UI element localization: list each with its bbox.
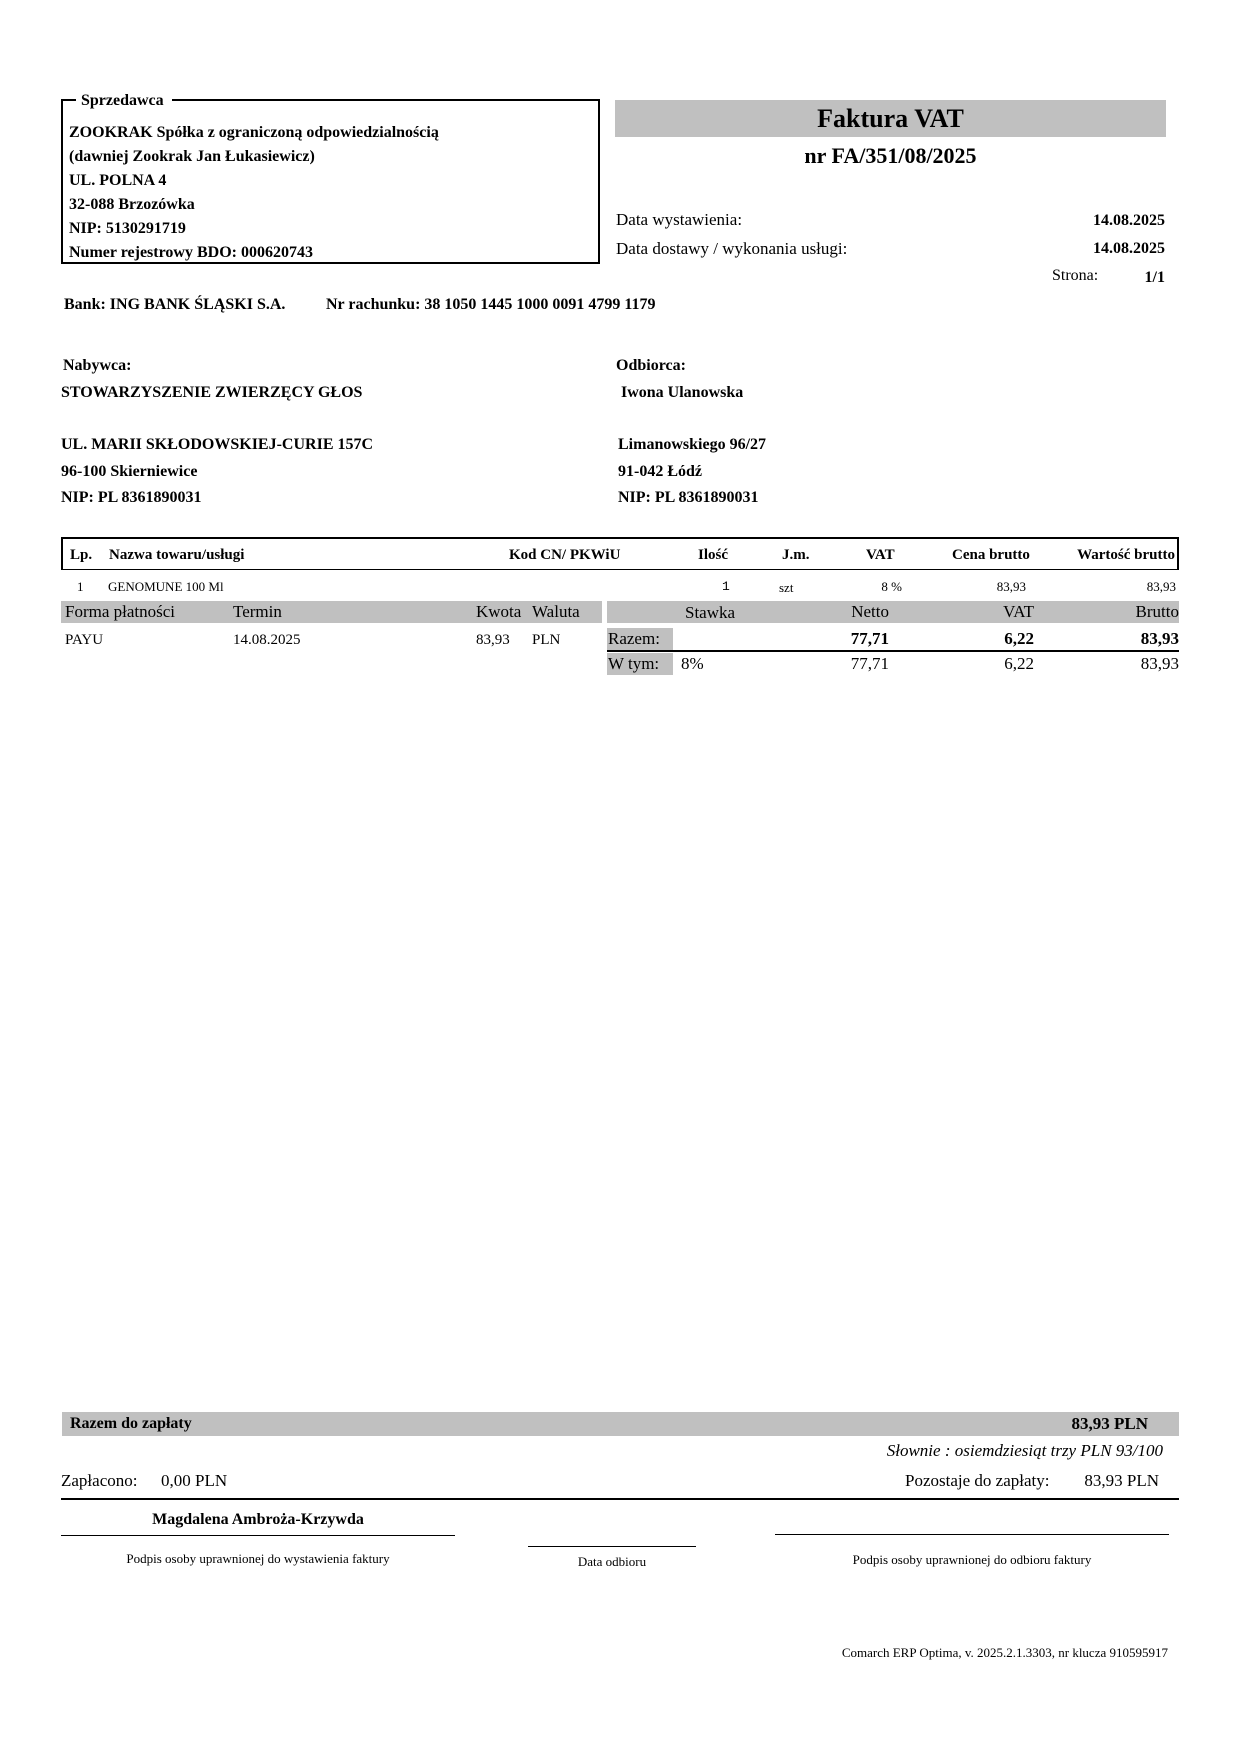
seller-nip: NIP: 5130291719: [69, 220, 186, 237]
seller-city: 32-088 Brzozówka: [69, 196, 195, 213]
row-name: GENOMUNE 100 Ml: [108, 579, 224, 594]
paid-label: Zapłacono:: [61, 1471, 138, 1490]
issuer-name: Magdalena Ambroża-Krzywda: [152, 1511, 364, 1528]
buyer-nip: NIP: PL 8361890031: [61, 489, 202, 506]
issue-date: 14.08.2025: [1093, 212, 1165, 229]
receipt-date-caption: Data odbioru: [577, 1554, 647, 1569]
invoice-title: Faktura VAT: [615, 100, 1166, 137]
recipient-label: Odbiorca:: [616, 357, 686, 374]
recipient-nip: NIP: PL 8361890031: [618, 489, 759, 506]
total-gross: 83,93: [1140, 629, 1179, 648]
page-number: 1/1: [1144, 269, 1165, 286]
totals-divider: [61, 1498, 1179, 1500]
buyer-city: 96-100 Skierniewice: [61, 463, 198, 480]
remaining-value: 83,93 PLN: [1084, 1471, 1159, 1490]
buyer-street: UL. MARII SKŁODOWSKIEJ-CURIE 157C: [61, 436, 374, 453]
items-table-header: [61, 537, 1179, 570]
col-qty: Ilość: [698, 547, 728, 563]
payment-form-header: Forma płatności: [65, 602, 176, 621]
col-lp: Lp.: [70, 547, 93, 563]
recipient-city: 91-042 Łódź: [618, 463, 702, 480]
payment-currency: PLN: [532, 632, 561, 648]
payment-term: 14.08.2025: [233, 632, 301, 648]
bank-account: Nr rachunku: 38 1050 1445 1000 0091 4799 1179: [326, 296, 656, 313]
breakdown-vat: 6,22: [1004, 654, 1034, 673]
col-vat: VAT: [866, 547, 895, 563]
delivery-date: 14.08.2025: [1093, 240, 1165, 257]
payment-amount-header: Kwota: [476, 602, 522, 621]
payment-amount: 83,93: [476, 632, 510, 648]
receiver-signature-line: [775, 1534, 1169, 1535]
issuer-signature-line: [61, 1535, 455, 1536]
seller-former-name: (dawniej Zookrak Jan Łukasiewicz): [69, 148, 315, 165]
total-label: Razem:: [608, 629, 660, 648]
page-label: Strona:: [1052, 267, 1099, 284]
payment-currency-header: Waluta: [532, 602, 580, 621]
payment-term-header: Termin: [233, 602, 282, 621]
total-net: 77,71: [850, 629, 889, 648]
summary-net-header: Netto: [851, 602, 889, 621]
breakdown-gross: 83,93: [1140, 654, 1179, 673]
breakdown-rate: 8%: [681, 654, 704, 673]
delivery-date-label: Data dostawy / wykonania usługi:: [616, 239, 848, 258]
payment-form: PAYU: [65, 632, 104, 648]
row-unit: szt: [779, 580, 794, 595]
row-vat: 8 %: [881, 579, 902, 594]
breakdown-net: 77,71: [850, 654, 889, 673]
receipt-date-line: [528, 1546, 696, 1547]
to-pay-label: Razem do zapłaty: [70, 1415, 192, 1432]
recipient-name: Iwona Ulanowska: [621, 384, 744, 401]
row-value: 83,93: [1146, 579, 1176, 594]
issue-date-label: Data wystawienia:: [616, 210, 743, 229]
seller-name: ZOOKRAK Spółka z ograniczoną odpowiedzialnością: [69, 124, 439, 141]
software-footer: Comarch ERP Optima, v. 2025.2.1.3303, nr klucza 910595917: [841, 1645, 1168, 1660]
row-price: 83,93: [996, 579, 1026, 594]
recipient-street: Limanowskiego 96/27: [618, 436, 767, 453]
col-value: Wartość brutto: [1077, 547, 1175, 563]
issuer-caption: Podpis osoby uprawnionej do wystawienia faktury: [126, 1551, 390, 1566]
to-pay-bar: [62, 1412, 1179, 1436]
seller-legend: Sprzedawca: [76, 92, 172, 110]
buyer-name: STOWARZYSZENIE ZWIERZĘCY GŁOS: [61, 384, 363, 401]
seller-bdo: Numer rejestrowy BDO: 000620743: [69, 244, 313, 261]
col-name: Nazwa towaru/usługi: [109, 547, 245, 563]
total-underline: [607, 650, 1179, 652]
remaining-label: Pozostaje do zapłaty:: [905, 1471, 1050, 1490]
bank-name: Bank: ING BANK ŚLĄSKI S.A.: [64, 296, 286, 313]
row-qty: 1: [722, 579, 730, 594]
row-lp: 1: [77, 579, 84, 594]
seller-street: UL. POLNA 4: [69, 172, 167, 189]
col-code: Kod CN/ PKWiU: [509, 547, 621, 563]
total-vat: 6,22: [1004, 629, 1034, 648]
summary-rate-header: Stawka: [685, 603, 736, 622]
buyer-label: Nabywca:: [63, 357, 132, 374]
amount-in-words: Słownie : osiemdziesiąt trzy PLN 93/100: [886, 1441, 1163, 1460]
to-pay-value: 83,93 PLN: [1071, 1414, 1148, 1433]
paid-value: 0,00 PLN: [161, 1471, 228, 1490]
receiver-caption: Podpis osoby uprawnionej do odbioru faktury: [852, 1552, 1092, 1567]
invoice-number: nr FA/351/08/2025: [804, 143, 977, 168]
summary-gross-header: Brutto: [1135, 602, 1179, 621]
col-unit: J.m.: [782, 547, 810, 563]
col-price: Cena brutto: [952, 547, 1030, 563]
summary-vat-header: VAT: [1003, 602, 1034, 621]
breakdown-label: W tym:: [608, 654, 660, 673]
seller-box: [61, 92, 600, 264]
